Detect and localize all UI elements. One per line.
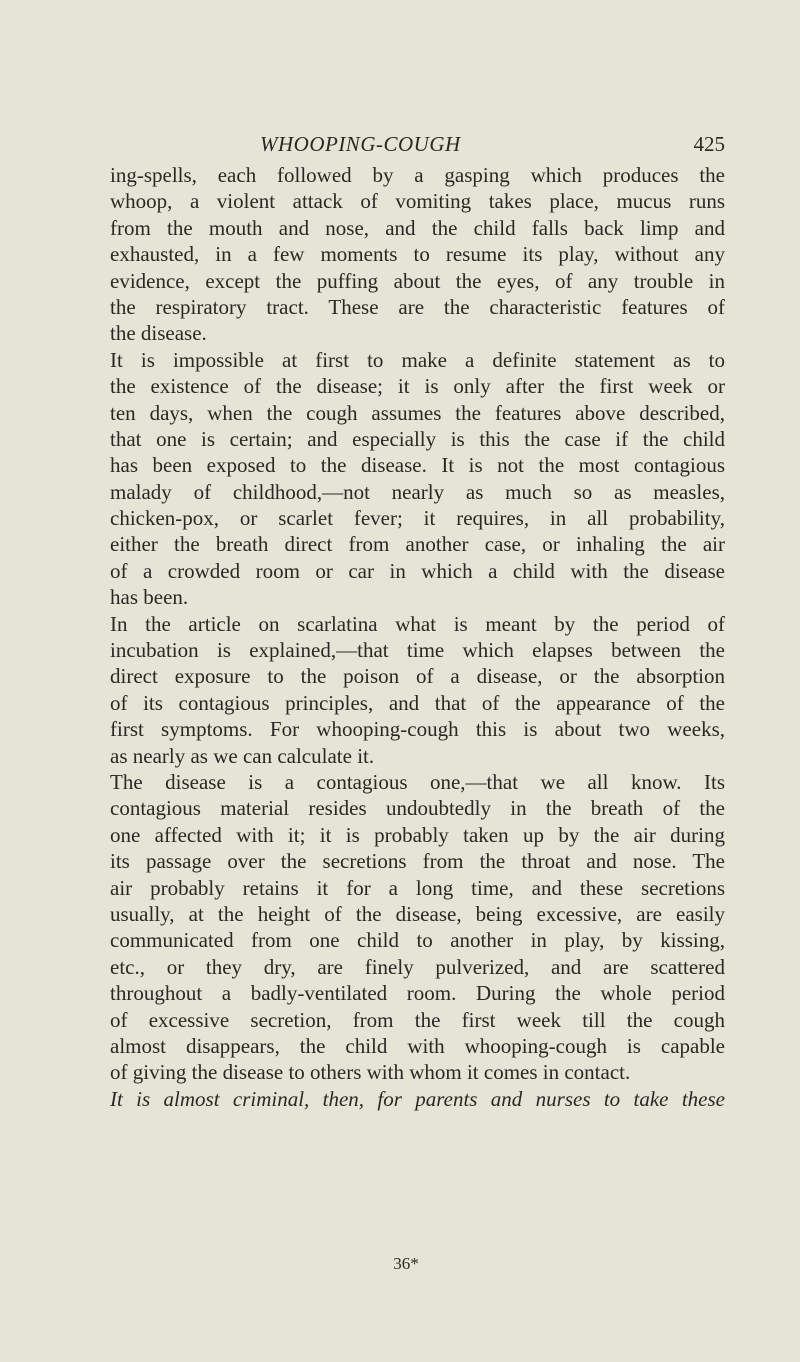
- text-line: exhausted, in a few moments to resume its play, without any: [110, 242, 725, 267]
- text-line: of giving the disease to others with whom it comes in contact.: [110, 1060, 631, 1085]
- text-line: of its contagious principles, and that of the appearance of the: [110, 690, 725, 715]
- text-line: ing-spells, each followed by a gasping which produces the: [110, 163, 725, 187]
- text-line: either the breath direct from another case, or inhaling the air: [110, 532, 725, 557]
- text-line: first symptoms. For whooping-cough this is about two weeks,: [110, 717, 725, 742]
- text-line: throughout a badly-ventilated room. During the whole period: [110, 981, 725, 1006]
- signature-mark: 36*: [393, 1254, 419, 1273]
- text-line: of excessive secretion, from the first week till the cough: [110, 1007, 725, 1032]
- text-line: contagious material resides undoubtedly in the breath of the: [110, 796, 725, 821]
- text-line: malady of childhood,—not nearly as much so as measles,: [110, 479, 725, 504]
- text-line: has been exposed to the disease. It is not the most contagious: [110, 453, 725, 478]
- text-line: has been.: [110, 585, 189, 610]
- text-line: the disease.: [110, 321, 207, 346]
- text-line: usually, at the height of the disease, being excessive, are easily: [110, 901, 725, 926]
- text-line: its passage over the secretions from the throat and nose. The: [110, 849, 725, 874]
- text-line: one affected with it; it is probably taken up by the air during: [110, 822, 725, 847]
- text-line: air probably retains it for a long time, and these secretions: [110, 875, 725, 900]
- text-line: of a crowded room or car in which a child with the disease: [110, 558, 725, 583]
- text-line: In the article on scarlatina what is meant by the period of: [110, 611, 725, 636]
- text-line: The disease is a contagious one,—that we all know. Its: [110, 769, 725, 794]
- text-line-italic: It is almost criminal, then, for parents and nurses to take these: [110, 1086, 725, 1111]
- text-line: the respiratory tract. These are the characteristic features of: [110, 294, 725, 319]
- text-line: evidence, except the puffing about the eyes, of any trouble in: [110, 268, 725, 293]
- text-line: almost disappears, the child with whooping-cough is capable: [110, 1033, 725, 1058]
- text-line: ten days, when the cough assumes the features above described,: [110, 400, 725, 425]
- page-number: 425: [693, 132, 725, 156]
- text-line: from the mouth and nose, and the child falls back limp and: [110, 215, 725, 240]
- text-line: whoop, a violent attack of vomiting takes place, mucus runs: [110, 189, 725, 214]
- text-line: that one is certain; and especially is this the case if the child: [110, 426, 725, 451]
- text-line: direct exposure to the poison of a disease, or the absorption: [110, 664, 725, 689]
- text-line: incubation is explained,—that time which elapses between the: [110, 638, 725, 663]
- running-head: [110, 132, 725, 162]
- running-title: WHOOPING-COUGH: [260, 132, 461, 156]
- text-line: etc., or they dry, are finely pulverized, and are scattered: [110, 954, 725, 979]
- text-line: as nearly as we can calculate it.: [110, 743, 375, 768]
- text-line: communicated from one child to another in play, by kissing,: [110, 928, 725, 953]
- text-line: chicken-pox, or scarlet fever; it requires, in all probability,: [110, 506, 725, 531]
- text-line: It is impossible at first to make a definite statement as to: [110, 347, 725, 372]
- body-text: [110, 162, 725, 1112]
- text-line: the existence of the disease; it is only after the first week or: [110, 374, 725, 399]
